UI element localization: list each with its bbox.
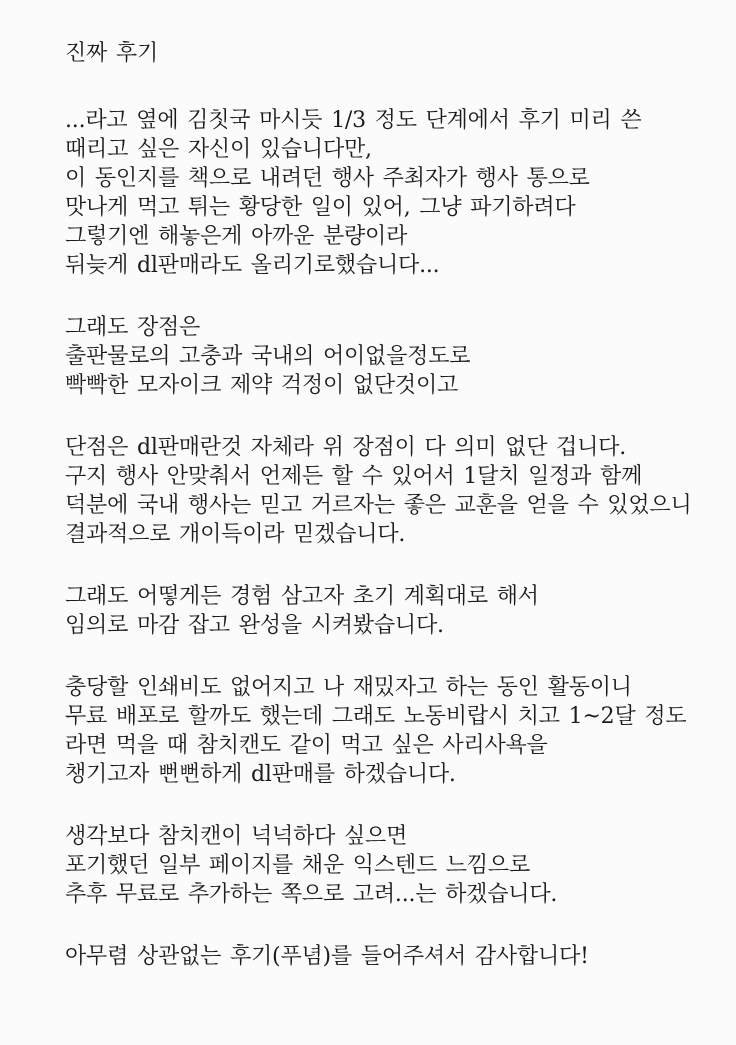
text-line: 단점은 dl판매란것 자체라 위 장점이 다 의미 없단 겁니다.	[65, 435, 627, 460]
text-line: 뒤늦게 dl판매라도 올리기로했습니다...	[65, 253, 440, 278]
paragraph-cons	[65, 433, 706, 549]
text-line: 결과적으로 개이득이라 믿겠습니다.	[65, 522, 406, 547]
paragraph-pros	[65, 313, 706, 400]
text-line: 추후 무료로 추가하는 쪽으로 고려...는 하겠습니다.	[65, 882, 558, 907]
text-line: 덕분에 국내 행사는 믿고 거르자는 좋은 교훈을 얻을 수 있었으니	[65, 493, 692, 518]
text-line: 아무렴 상관없는 후기(푸념)를 들어주셔서 감사합니다!	[65, 944, 589, 969]
text-line: 충당할 인쇄비도 없어지고 나 재밌자고 하는 동인 활동이니	[65, 675, 632, 700]
text-line: 그래도 어떻게든 경험 삼고자 초기 계획대로 해서	[65, 584, 539, 609]
text-line: 임의로 마감 잡고 완성을 시켜봤습니다.	[65, 613, 444, 638]
paragraph-completion	[65, 582, 706, 640]
paragraph-pricing	[65, 673, 706, 789]
text-line: 챙기고자 뻔뻔하게 dl판매를 하겠습니다.	[65, 762, 456, 787]
text-line: 빡빡한 모자이크 제약 걱정이 없단것이고	[65, 373, 459, 398]
paragraph-thanks	[65, 942, 706, 971]
text-line: 라면 먹을 때 참치캔도 같이 먹고 싶은 사리사욕을	[65, 733, 548, 758]
text-line: 포기했던 일부 페이지를 채운 익스텐드 느낌으로	[65, 853, 531, 878]
page-title: 진짜 후기	[65, 41, 159, 66]
text-line: 이 동인지를 책으로 내려던 행사 주최자가 행사 통으로	[65, 166, 590, 191]
text-line: ...라고 옆에 김칫국 마시듯 1/3 정도 단계에서 후기 미리 쓴	[65, 108, 642, 133]
paragraph-intro	[65, 106, 706, 280]
text-line: 그렇기엔 해놓은게 아까운 분량이라	[65, 224, 408, 249]
text-line: 그래도 장점은	[65, 315, 201, 340]
paragraph-extend-plan	[65, 822, 706, 909]
text-line: 구지 행사 안맞춰서 언제든 할 수 있어서 1달치 일정과 함께	[65, 464, 643, 489]
text-line: 때리고 싶은 자신이 있습니다만,	[65, 137, 372, 162]
text-line: 출판물로의 고충과 국내의 어이없을정도로	[65, 344, 471, 369]
text-line: 무료 배포로 할까도 했는데 그래도 노동비랍시 치고 1~2달 정도	[65, 704, 687, 729]
text-line: 생각보다 참치캔이 넉넉하다 싶으면	[65, 824, 408, 849]
text-line: 맛나게 먹고 튀는 황당한 일이 있어, 그냥 파기하려다	[65, 195, 576, 220]
